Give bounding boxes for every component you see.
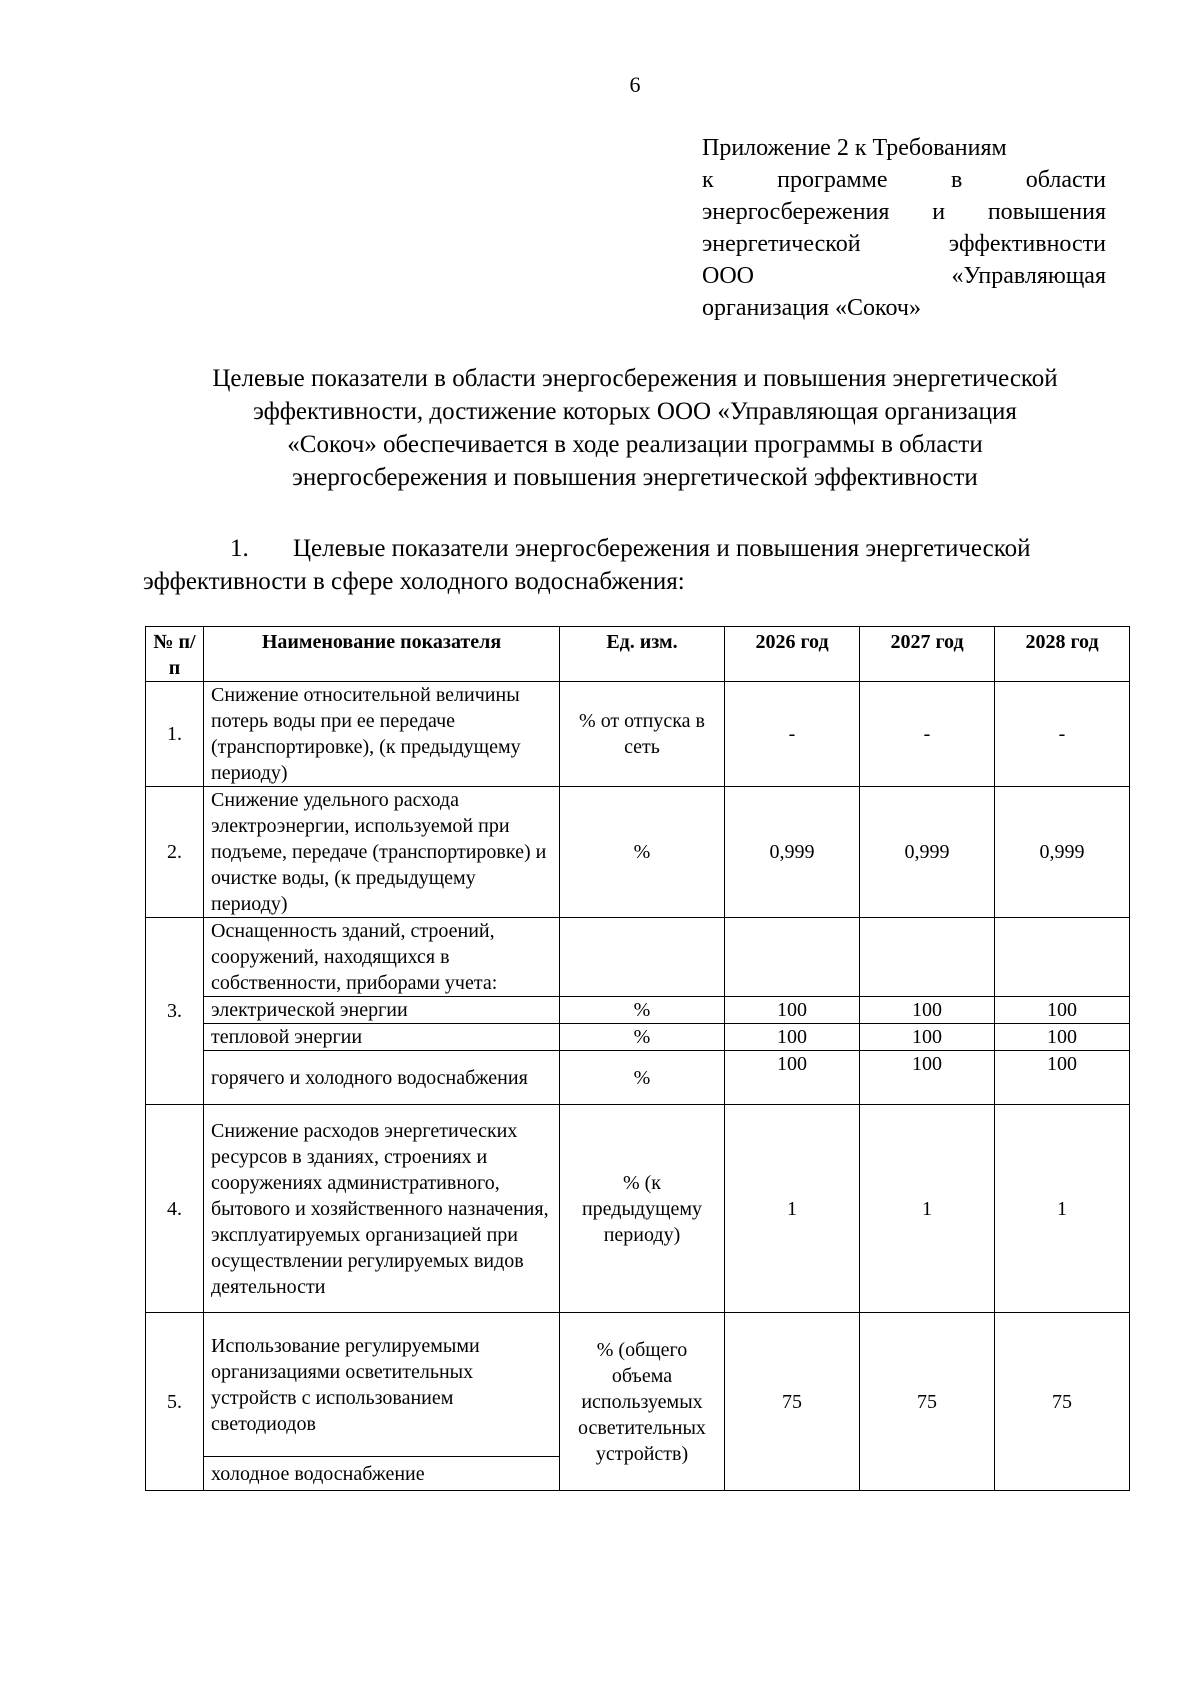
unit-cell: % [560, 1024, 725, 1051]
table-header-row [146, 627, 1130, 682]
value-2027: 100 [860, 1051, 995, 1105]
appendix-line: энергетической эффективности [702, 231, 1106, 257]
appendix-line: энергосбережения и повышения [702, 199, 1106, 225]
header-2028: 2028 год [995, 627, 1130, 682]
indicator-name: Оснащенность зданий, строений, сооружений, находящихся в собственности, приборами учета: [204, 918, 560, 997]
document-title [140, 362, 1130, 494]
header-num: № п/п [146, 627, 204, 682]
section-heading-text: Целевые показатели энергосбережения и повышения энергетической [293, 535, 1031, 562]
title-line: «Сокоч» обеспечивается в ходе реализации программы в области [287, 431, 983, 458]
row-number: 2. [146, 787, 204, 918]
value-2027: - [860, 682, 995, 787]
header-2027: 2027 год [860, 627, 995, 682]
unit-cell: % (общего объема используемых осветительных устройств) [560, 1313, 725, 1491]
value-2026: 100 [725, 1051, 860, 1105]
value-2028: 0,999 [995, 787, 1130, 918]
row-number: 4. [146, 1105, 204, 1313]
table-row [146, 1105, 1130, 1313]
unit-cell: % от отпуска в сеть [560, 682, 725, 787]
value-2028: 1 [995, 1105, 1130, 1313]
table-subrow [146, 1024, 1130, 1051]
header-name: Наименование показателя [204, 627, 560, 682]
value-2028: 75 [995, 1313, 1130, 1491]
title-line: энергосбережения и повышения энергетической эффективности [292, 464, 978, 491]
value-2027: 100 [860, 997, 995, 1024]
appendix-line: организация «Сокоч» [702, 295, 921, 321]
indicator-name: Снижение удельного расхода электроэнергии, используемой при подъеме, передаче (транспортировке) и очистке воды, (к предыдущему периоду) [204, 787, 560, 918]
title-line: эффективности, достижение которых ООО «Управляющая организация [253, 398, 1017, 425]
unit-cell: % [560, 1051, 725, 1105]
table-row [146, 918, 1130, 997]
title-line: Целевые показатели в области энергосбережения и повышения энергетической [212, 365, 1058, 392]
indicator-subname: электрической энергии [204, 997, 560, 1024]
value-2026: 1 [725, 1105, 860, 1313]
unit-cell: % [560, 997, 725, 1024]
header-2026: 2026 год [725, 627, 860, 682]
section-heading-line: эффективности в сфере холодного водоснабжения: [143, 568, 685, 595]
indicator-name: Снижение относительной величины потерь воды при ее передаче (транспортировке), (к предыдущему периоду) [204, 682, 560, 787]
appendix-line: Приложение 2 к Требованиям [702, 135, 1007, 161]
value-2026: 100 [725, 997, 860, 1024]
appendix-line: ООО «Управляющая [702, 263, 1106, 289]
section-number: 1. [230, 535, 249, 562]
value-2027: 0,999 [860, 787, 995, 918]
appendix-line: к программе в области [702, 167, 1106, 193]
value-2028 [995, 918, 1130, 997]
indicator-subname: холодное водоснабжение [204, 1457, 560, 1491]
unit-cell: % [560, 787, 725, 918]
value-2027: 100 [860, 1024, 995, 1051]
value-2028: 100 [995, 1051, 1130, 1105]
unit-cell [560, 918, 725, 997]
row-number: 3. [146, 918, 204, 1105]
appendix-reference [702, 132, 1106, 324]
table-subrow [146, 997, 1130, 1024]
indicator-subname: горячего и холодного водоснабжения [204, 1051, 560, 1105]
value-2026: 100 [725, 1024, 860, 1051]
value-2026 [725, 918, 860, 997]
value-2027: 1 [860, 1105, 995, 1313]
indicator-name: Снижение расходов энергетических ресурсов в зданиях, строениях и сооружениях административного, бытового и хозяйственного назначения, эксплуатируемых организацией при осуществлении регулируемых видов деятельности [204, 1105, 560, 1313]
value-2026: - [725, 682, 860, 787]
unit-cell: % (к предыдущему периоду) [560, 1105, 725, 1313]
table-row [146, 787, 1130, 918]
page-number: 6 [629, 72, 641, 97]
table-row [146, 1313, 1130, 1457]
row-number: 5. [146, 1313, 204, 1491]
value-2028: 100 [995, 1024, 1130, 1051]
section-heading [143, 532, 1131, 598]
row-number: 1. [146, 682, 204, 787]
indicator-name: Использование регулируемыми организациями осветительных устройств с использованием светодиодов [204, 1313, 560, 1457]
value-2028: 100 [995, 997, 1130, 1024]
section-heading-line [143, 532, 1131, 565]
value-2026: 75 [725, 1313, 860, 1491]
table-subrow [146, 1051, 1130, 1105]
value-2028: - [995, 682, 1130, 787]
value-2027: 75 [860, 1313, 995, 1491]
indicators-table [145, 626, 1130, 1491]
header-unit: Ед. изм. [560, 627, 725, 682]
value-2026: 0,999 [725, 787, 860, 918]
value-2027 [860, 918, 995, 997]
table-row [146, 682, 1130, 787]
indicator-subname: тепловой энергии [204, 1024, 560, 1051]
